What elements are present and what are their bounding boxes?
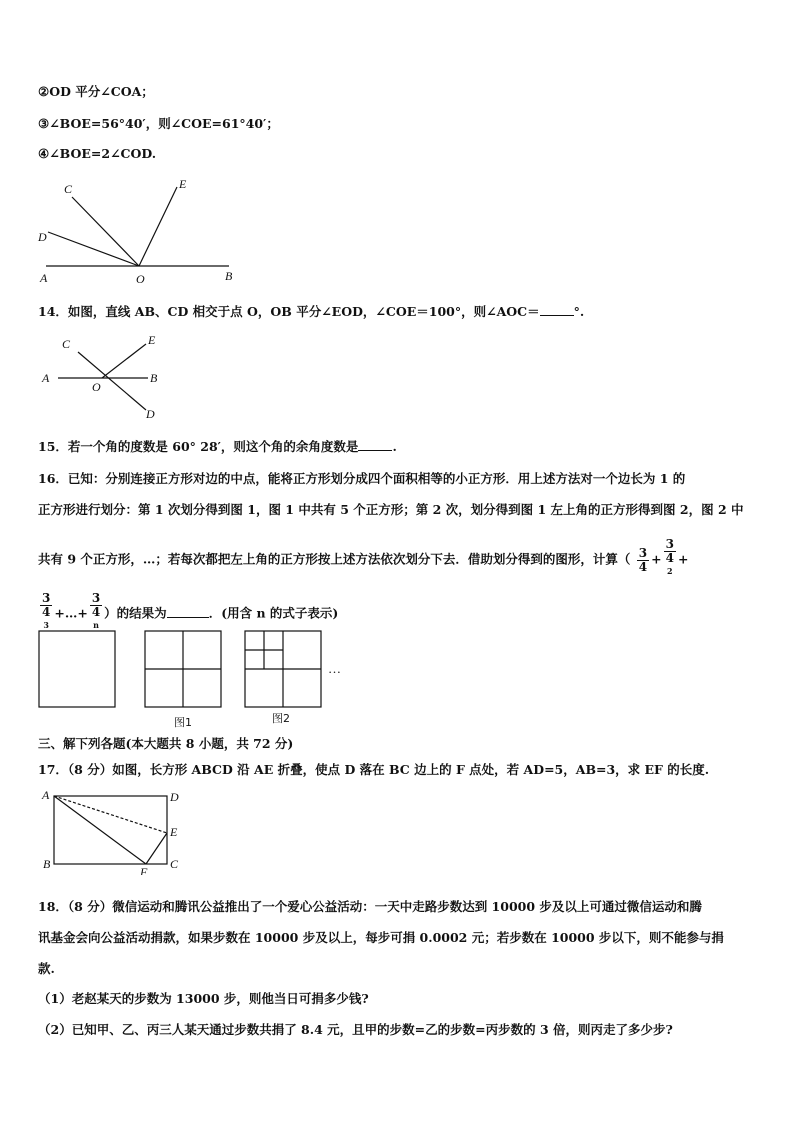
statement-3: ③∠BOE=56°40′，则∠COE=61°40′； [38,116,279,131]
rectangle-fold-figure [36,785,196,875]
figure-1-caption: 图1 [174,716,192,729]
label-c: C [62,337,71,351]
ray-oc [72,197,139,266]
label-d: D [146,407,155,421]
label-f: F [140,865,148,875]
question-16-tail: ）的结果为 [104,605,167,621]
question-15-tail: . [392,439,397,454]
question-18-part-2: （2）已知甲、乙、丙三人某天通过步数共捐了 8.4 元，且甲的步数=乙的步数=丙步数的 3 倍，则丙走了多少步? [38,1022,673,1037]
fraction-3-over-4: $\frac{3}{4}$ [638,545,648,574]
label-c: C [170,857,179,871]
label-e: E [179,177,187,191]
question-14 [38,302,584,320]
label-b: B [43,857,51,871]
angle-figure-13 [34,175,244,287]
answer-blank-15 [358,438,392,451]
ray-od [48,232,139,266]
question-15-text: 15．若一个角的度数是 60° 28′，则这个角的余角度数是 [38,439,359,454]
question-16-line-3-text: 共有 9 个正方形，…；若每次都把左上角的正方形按上述方法依次划分下去．借助划分得到的图形，计算（ [38,551,631,567]
label-a: A [42,788,50,802]
label-o: O [136,272,145,286]
question-18-part-1: （1）老赵某天的步数为 13000 步，则他当日可捐多少钱? [38,991,369,1006]
label-o: O [92,380,101,394]
rectangle-abcd [54,796,167,864]
label-a: A [42,371,50,385]
label-e: E [148,333,156,347]
segment-af [54,796,146,864]
question-16-end: ．(用含 n 的式子表示) [208,605,339,621]
label-b: B [150,371,158,385]
section-3-heading: 三、解下列各题(本大题共 8 小题，共 72 分) [38,736,294,751]
fraction-3-over-4-n: 3 4 $^n$ [91,591,101,630]
square-division-figures [36,628,356,712]
label-c: C [64,182,73,196]
question-16-line-3 [38,538,688,582]
square-original [39,631,115,707]
segment-fe [146,833,167,864]
label-e: E [170,825,178,839]
question-18-line-1: 18．（8 分）微信运动和腾讯公益推出了一个爱心公益活动：一天中走路步数达到 10000 步及以上可通过微信运动和腾 [38,899,702,914]
figure-2-caption: 图2 [272,712,290,725]
label-a: A [40,271,48,285]
question-18-line-2: 讯基金会向公益活动捐款，如果步数在 10000 步及以上，每步可捐 0.0002 元；若步数在 10000 步以下，则不能参与捐 [38,930,724,945]
question-18-line-3: 款. [38,961,55,976]
label-d: D [170,790,179,804]
segment-ae-dashed [54,796,167,833]
ellipsis-plus: +…+ [54,605,88,621]
question-16-line-2: 正方形进行划分：第 1 次划分得到图 1，图 1 中共有 5 个正方形；第 2 次，划分得到图 1 左上角的正方形得到图 2，图 2 中 [38,502,744,517]
question-14-text: 14．如图，直线 AB、CD 相交于点 O，OB 平分∠EOD，∠COE＝100°，则∠AOC＝ [38,304,540,319]
answer-blank-14 [540,303,574,316]
statement-4: ④∠BOE=2∠COD. [38,146,157,161]
continuation-dots: … [328,661,341,676]
angle-figure-14 [34,332,174,424]
answer-blank-16 [167,605,209,618]
question-16-line-1: 16．已知：分别连接正方形对边的中点，能将正方形划分成四个面积相等的小正方形．用上述方法对一个边长为 1 的 [38,471,686,486]
line-cd [78,352,146,410]
statement-2: ②OD 平分∠COA； [38,84,154,99]
label-d: D [38,230,47,244]
plus-sign: + [677,551,689,567]
fraction-3-over-4-squared: 3 4 $^2$ [665,537,674,576]
question-14-tail: °. [573,304,585,319]
question-15 [38,437,397,455]
question-17: 17．（8 分）如图，长方形 ABCD 沿 AE 折叠，使点 D 落在 BC 边上的 F 点处，若 AD=5，AB=3，求 EF 的长度. [38,762,710,777]
ray-oe [102,344,146,378]
fraction-3-over-4-cubed: 3 4 $^3$ [42,591,51,630]
ray-oe [139,187,177,266]
label-b: B [225,269,233,283]
plus-sign: + [651,551,662,567]
